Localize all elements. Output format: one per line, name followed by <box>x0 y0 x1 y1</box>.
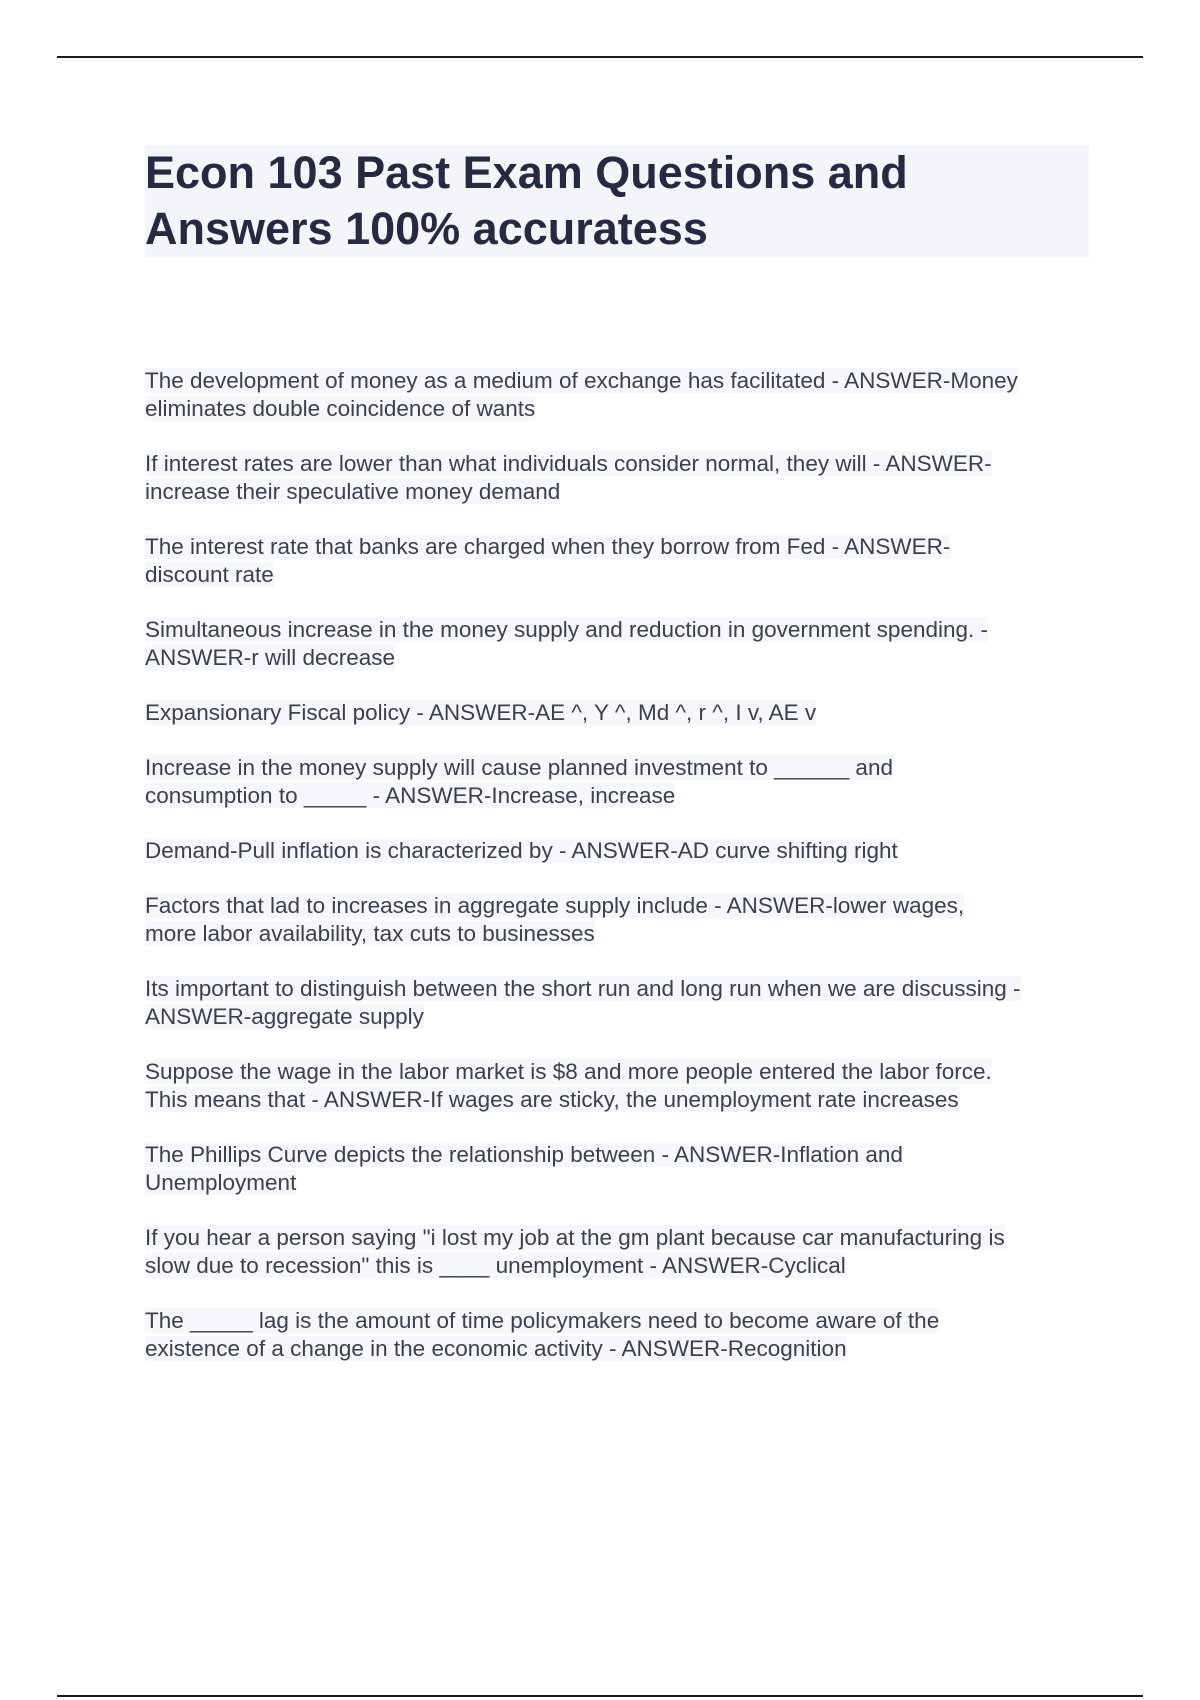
qa-item <box>145 892 1095 948</box>
bottom-rule <box>57 1695 1143 1697</box>
qa-text: The development of money as a medium of exchange has facilitated - ANSWER-Money eliminates double coincidence of wants <box>145 368 1018 421</box>
qa-text: If interest rates are lower than what individuals consider normal, they will - ANSWER- increase their speculative money demand <box>145 451 992 504</box>
qa-text: Expansionary Fiscal policy - ANSWER-AE ^, Y ^, Md ^, r ^, I v, AE v <box>145 700 817 725</box>
qa-item <box>145 616 1095 672</box>
qa-item <box>145 367 1095 423</box>
qa-item <box>145 1307 1095 1363</box>
qa-item <box>145 1141 1095 1197</box>
qa-text: Increase in the money supply will cause planned investment to ______ and consumption to _____ - ANSWER-Increase, increase <box>145 755 893 808</box>
qa-item <box>145 1058 1095 1114</box>
top-rule <box>57 56 1143 58</box>
document-title: Econ 103 Past Exam Questions and Answers 100% accuratess <box>145 147 908 254</box>
qa-text: Its important to distinguish between the short run and long run when we are discussing - ANSWER-aggregate supply <box>145 976 1021 1029</box>
qa-item <box>145 975 1095 1031</box>
qa-text: Simultaneous increase in the money supply and reduction in government spending. - ANSWER-r will decrease <box>145 617 989 670</box>
qa-text: The Phillips Curve depicts the relationship between - ANSWER-Inflation and Unemployment <box>145 1142 903 1195</box>
qa-text: Suppose the wage in the labor market is $8 and more people entered the labor force. This means that - ANSWER-If wages are sticky, the unemployment rate increases <box>145 1059 992 1112</box>
qa-item <box>145 837 1095 865</box>
qa-text: The _____ lag is the amount of time policymakers need to become aware of the existence of a change in the economic activity - ANSWER-Recognition <box>145 1308 940 1361</box>
title-block <box>145 145 1089 257</box>
qa-item <box>145 450 1095 506</box>
qa-item <box>145 533 1095 589</box>
qa-text: Demand-Pull inflation is characterized by - ANSWER-AD curve shifting right <box>145 838 898 863</box>
qa-item <box>145 699 1095 727</box>
qa-text: The interest rate that banks are charged when they borrow from Fed - ANSWER- discount rate <box>145 534 951 587</box>
qa-text: If you hear a person saying "i lost my job at the gm plant because car manufacturing is slow due to recession" this is ____ unemployment - ANSWER-Cyclical <box>145 1225 1005 1278</box>
qa-item <box>145 754 1095 810</box>
qa-text: Factors that lad to increases in aggregate supply include - ANSWER-lower wages, more labor availability, tax cuts to businesses <box>145 893 965 946</box>
qa-list <box>145 367 1095 1390</box>
qa-item <box>145 1224 1095 1280</box>
